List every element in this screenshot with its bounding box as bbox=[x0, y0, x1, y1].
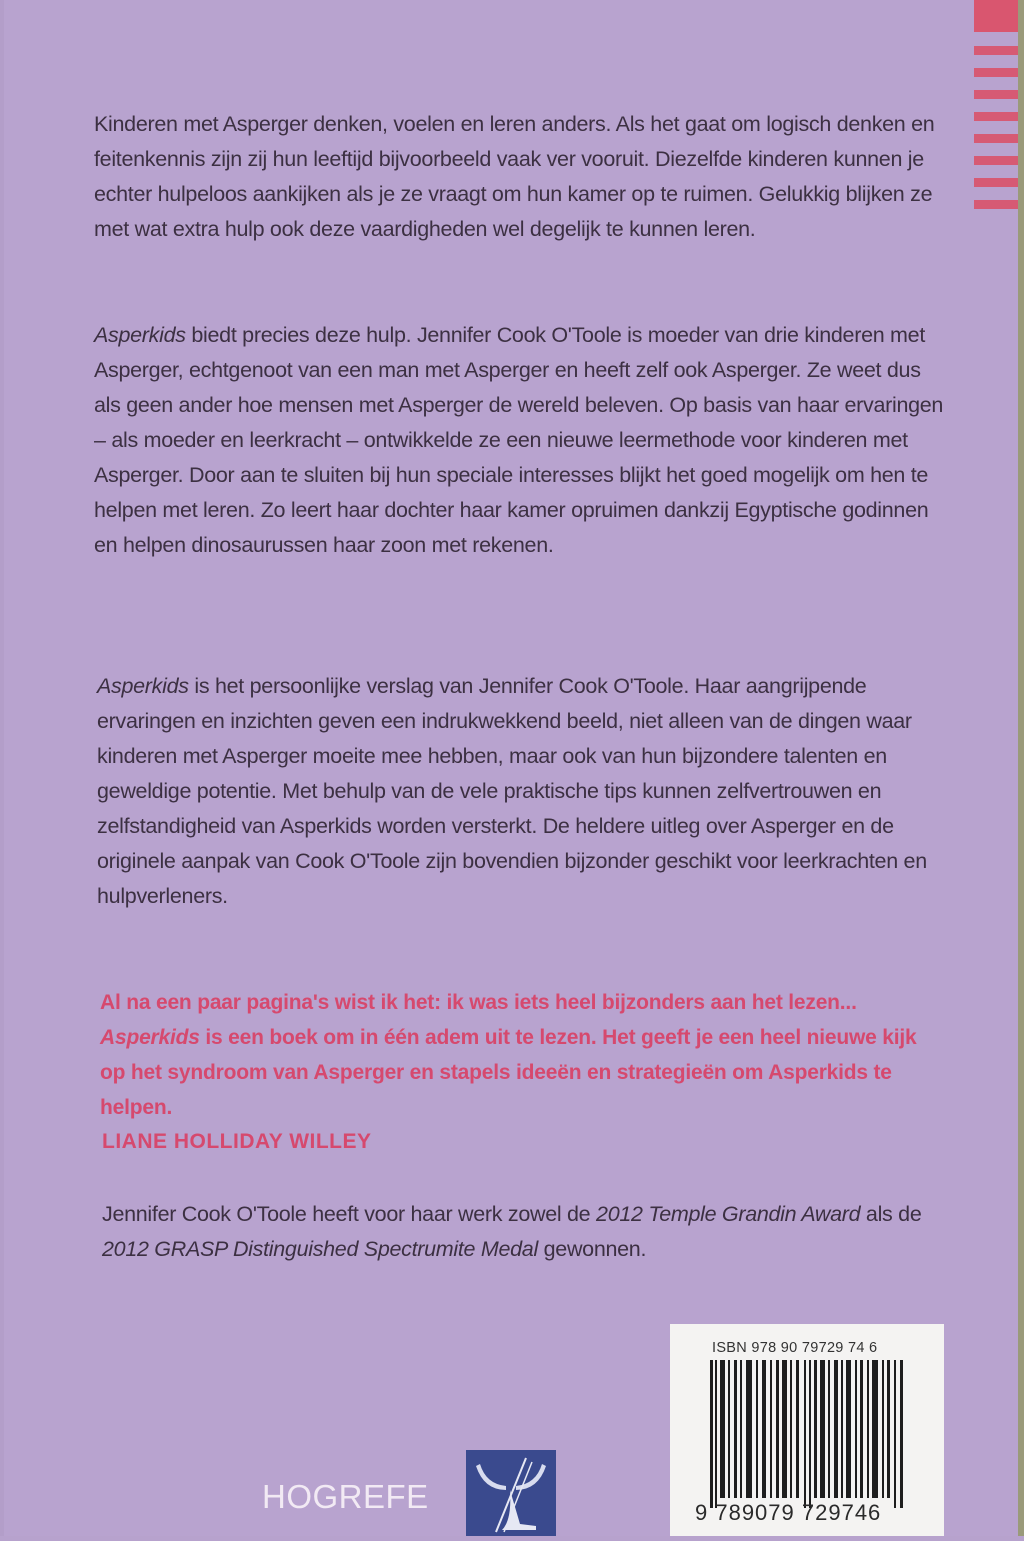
quote-text: Al na een paar pagina's wist ik het: ik was iets heel bijzonders aan het lezen... bbox=[100, 991, 857, 1014]
publisher-name: HOGREFE bbox=[262, 1478, 429, 1515]
award-italic: 2012 GRASP Distinguished Spectrumite Medal bbox=[102, 1237, 538, 1261]
stripe bbox=[974, 200, 1018, 209]
quote-italic: Asperkids bbox=[100, 1026, 200, 1049]
review-quote bbox=[100, 985, 940, 1125]
award-text: gewonnen. bbox=[537, 1237, 647, 1261]
quote-author: LIANE HOLLIDAY WILLEY bbox=[102, 1130, 372, 1153]
award-paragraph bbox=[102, 1197, 922, 1267]
stripe bbox=[974, 178, 1018, 187]
paragraph-text: is het persoonlijke verslag van Jennifer Cook O'Toole. Haar aangrijpende ervaringen en inzichten geven een indrukwekkend beeld, niet alleen van de dingen waar kinderen met Asperger moeite mee hebben, maar ook van hun bijzondere talenten en geweldige potentie. Met behulp van de vele praktische tips kunnen zelfvertrouwen en zelfstandigheid van Asperkids worden versterkt. De heldere uitleg over Asperger en de originele aanpak van Cook O'Toole zijn bovendien bijzonder geschikt voor leerkrachten en hulpverleners. bbox=[97, 674, 927, 908]
stripe bbox=[974, 112, 1018, 121]
award-italic: 2012 Temple Grandin Award bbox=[596, 1202, 861, 1226]
stripe bbox=[974, 90, 1018, 99]
title-italic: Asperkids bbox=[97, 674, 189, 698]
paragraph-text: biedt precies deze hulp. Jennifer Cook O'Toole is moeder van drie kinderen met Asperger, echtgenoot van een man met Asperger en heeft zelf ook Asperger. Ze weet dus als geen ander hoe mensen met Asperger de wereld beleven. Op basis van haar ervaringen – als moeder en leerkracht – ontwikkelde ze een nieuwe leermethode voor kinderen met Asperger. Door aan te sluiten bij hun speciale interesses blijkt het goed mogelijk om hen te helpen met leren. Zo leert haar dochter haar kamer opruimen dankzij Egyptische godinnen en helpen dinosaurussen haar zoon met rekenen. bbox=[94, 323, 944, 557]
quote-text: is een boek om in één adem uit te lezen. Het geeft je een heel nieuwe kijk op het syndroom van Asperger en stapels ideeën en strategieën om Asperkids te helpen. bbox=[100, 1026, 917, 1119]
blurb-paragraph-1: Kinderen met Asperger denken, voelen en leren anders. Als het gaat om logisch denken en feitenkennis zijn zij hun leeftijd bijvoorbeeld vaak ver vooruit. Diezelfde kinderen kunnen je echter hulpeloos aankijken als je ze vraagt om hun kamer op te ruimen. Gelukkig blijken ze met wat extra hulp ook deze vaardigheden wel degelijk te kunnen leren. bbox=[94, 112, 935, 241]
blurb-paragraph-3 bbox=[97, 669, 947, 914]
blurb-paragraph-2 bbox=[94, 318, 944, 563]
stripe bbox=[974, 134, 1018, 143]
book-spine-edge bbox=[1018, 0, 1024, 1536]
stripe bbox=[974, 46, 1018, 55]
barcode-digits: 9 789079 729746 bbox=[695, 1500, 882, 1525]
award-text: Jennifer Cook O'Toole heeft voor haar werk zowel de bbox=[102, 1202, 597, 1226]
title-italic: Asperkids bbox=[94, 323, 186, 347]
award-text: als de bbox=[860, 1202, 922, 1226]
stripe bbox=[974, 156, 1018, 165]
isbn-label: ISBN 978 90 79729 74 6 bbox=[712, 1340, 878, 1356]
stripe-block bbox=[974, 0, 1018, 32]
hogrefe-psi-logo-icon bbox=[466, 1450, 556, 1536]
stripe bbox=[974, 68, 1018, 77]
barcode-icon bbox=[710, 1360, 910, 1508]
